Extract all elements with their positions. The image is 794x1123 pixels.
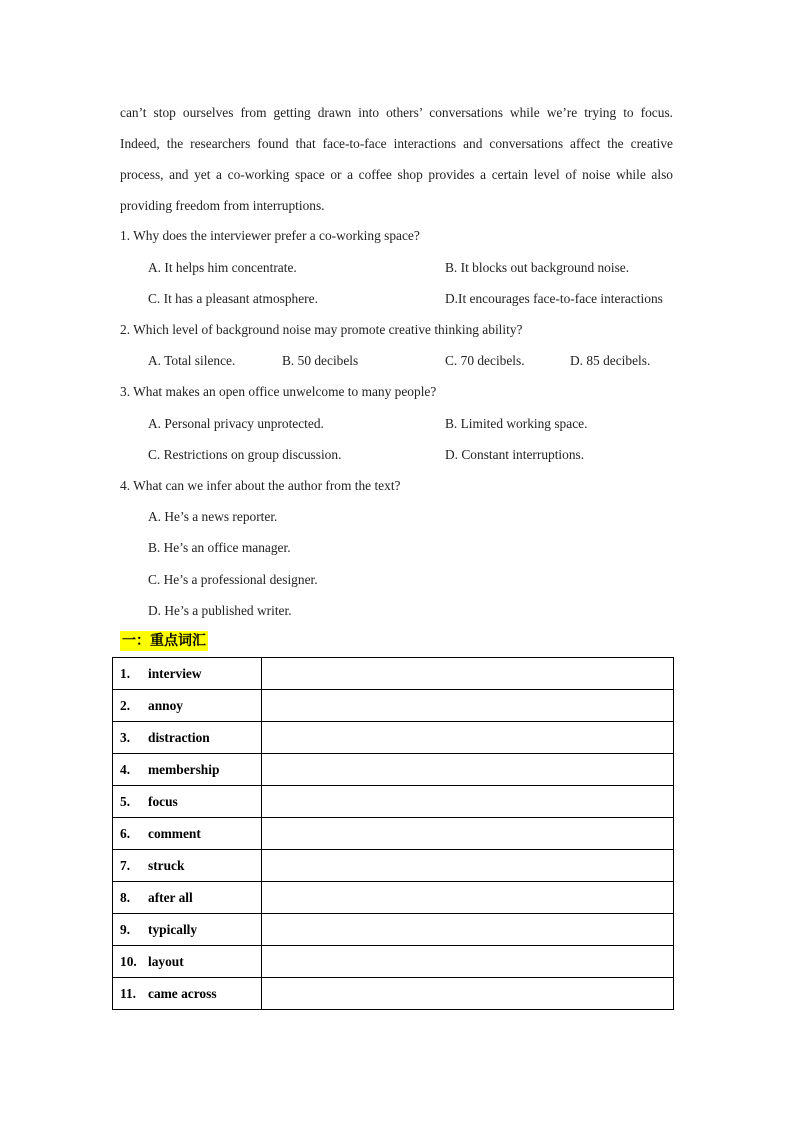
option-d: D.It encourages face-to-face interactions (445, 291, 663, 306)
table-row (113, 690, 674, 722)
option-b: B. It blocks out background noise. (445, 260, 630, 275)
table-row (113, 754, 674, 786)
vocab-number: 2. (120, 697, 131, 713)
vocab-term-cell (113, 818, 262, 850)
vocab-term: came across (148, 985, 217, 1001)
question-stem: 4. What can we infer about the author from the text? (120, 478, 401, 493)
vocab-answer-cell[interactable] (262, 690, 674, 722)
vocab-answer-cell[interactable] (262, 978, 674, 1010)
option-b: B. 50 decibels (282, 353, 359, 368)
option-c: C. He’s a professional designer. (148, 572, 318, 587)
option-d: D. Constant interruptions. (445, 447, 585, 462)
question-stem: 1. Why does the interviewer prefer a co-working space? (120, 228, 420, 243)
table-row (113, 882, 674, 914)
vocab-term-cell (113, 946, 262, 978)
vocab-term: struck (148, 857, 185, 873)
table-row (113, 722, 674, 754)
option-c: C. It has a pleasant atmosphere. (148, 291, 318, 306)
vocab-number: 10. (120, 953, 137, 969)
vocab-term-cell (113, 978, 262, 1010)
vocab-term-cell (113, 658, 262, 690)
table-row (113, 946, 674, 978)
vocab-term-cell (113, 786, 262, 818)
vocab-number: 6. (120, 825, 131, 841)
passage-line: process, and yet a co-working space or a coffee shop provides a certain level of noise while also (120, 167, 673, 182)
option-c: C. Restrictions on group discussion. (148, 447, 342, 462)
vocab-term-cell (113, 850, 262, 882)
vocab-term: membership (148, 761, 220, 777)
question-stem: 2. Which level of background noise may promote creative thinking ability? (120, 322, 523, 337)
passage-line: can’t stop ourselves from getting drawn into others’ conversations while we’re trying to focus. (120, 105, 673, 120)
option-d: D. 85 decibels. (570, 353, 651, 368)
option-a: A. It helps him concentrate. (148, 260, 297, 275)
vocab-answer-cell[interactable] (262, 786, 674, 818)
vocab-number: 3. (120, 729, 131, 745)
vocab-number: 11. (120, 985, 136, 1001)
option-b: B. Limited working space. (445, 416, 588, 431)
vocab-answer-cell[interactable] (262, 946, 674, 978)
vocab-term-cell (113, 754, 262, 786)
vocab-term: after all (148, 889, 193, 905)
option-c: C. 70 decibels. (445, 353, 525, 368)
vocab-term-cell (113, 690, 262, 722)
table-row (113, 914, 674, 946)
table-row (113, 658, 674, 690)
vocab-term: focus (148, 793, 178, 809)
section-heading: 一：重点词汇 (122, 633, 206, 649)
table-row (113, 818, 674, 850)
vocab-answer-cell[interactable] (262, 850, 674, 882)
option-a: A. He’s a news reporter. (148, 509, 278, 524)
option-d: D. He’s a published writer. (148, 603, 292, 618)
vocab-term: annoy (148, 697, 183, 713)
passage-line: providing freedom from interruptions. (120, 198, 325, 213)
vocab-number: 7. (120, 857, 131, 873)
option-b: B. He’s an office manager. (148, 540, 291, 555)
vocab-table (112, 657, 674, 1010)
vocab-number: 8. (120, 889, 131, 905)
question-stem: 3. What makes an open office unwelcome to many people? (120, 384, 437, 399)
option-a: A. Total silence. (148, 353, 236, 368)
vocab-term: layout (148, 953, 184, 969)
vocab-term: interview (148, 665, 202, 681)
passage-line: Indeed, the researchers found that face-to-face interactions and conversations affect the creative (120, 136, 673, 151)
vocab-answer-cell[interactable] (262, 722, 674, 754)
table-row (113, 850, 674, 882)
vocab-term: distraction (148, 729, 210, 745)
table-row (113, 978, 674, 1010)
vocab-answer-cell[interactable] (262, 658, 674, 690)
vocab-number: 5. (120, 793, 131, 809)
vocab-term: comment (148, 825, 201, 841)
table-row (113, 786, 674, 818)
vocab-answer-cell[interactable] (262, 882, 674, 914)
vocab-answer-cell[interactable] (262, 754, 674, 786)
vocab-term-cell (113, 722, 262, 754)
vocab-term-cell (113, 882, 262, 914)
vocab-number: 9. (120, 921, 131, 937)
vocab-number: 4. (120, 761, 131, 777)
vocab-term-cell (113, 914, 262, 946)
option-a: A. Personal privacy unprotected. (148, 416, 324, 431)
vocab-number: 1. (120, 665, 131, 681)
vocab-answer-cell[interactable] (262, 818, 674, 850)
vocab-term: typically (148, 921, 198, 937)
vocab-answer-cell[interactable] (262, 914, 674, 946)
